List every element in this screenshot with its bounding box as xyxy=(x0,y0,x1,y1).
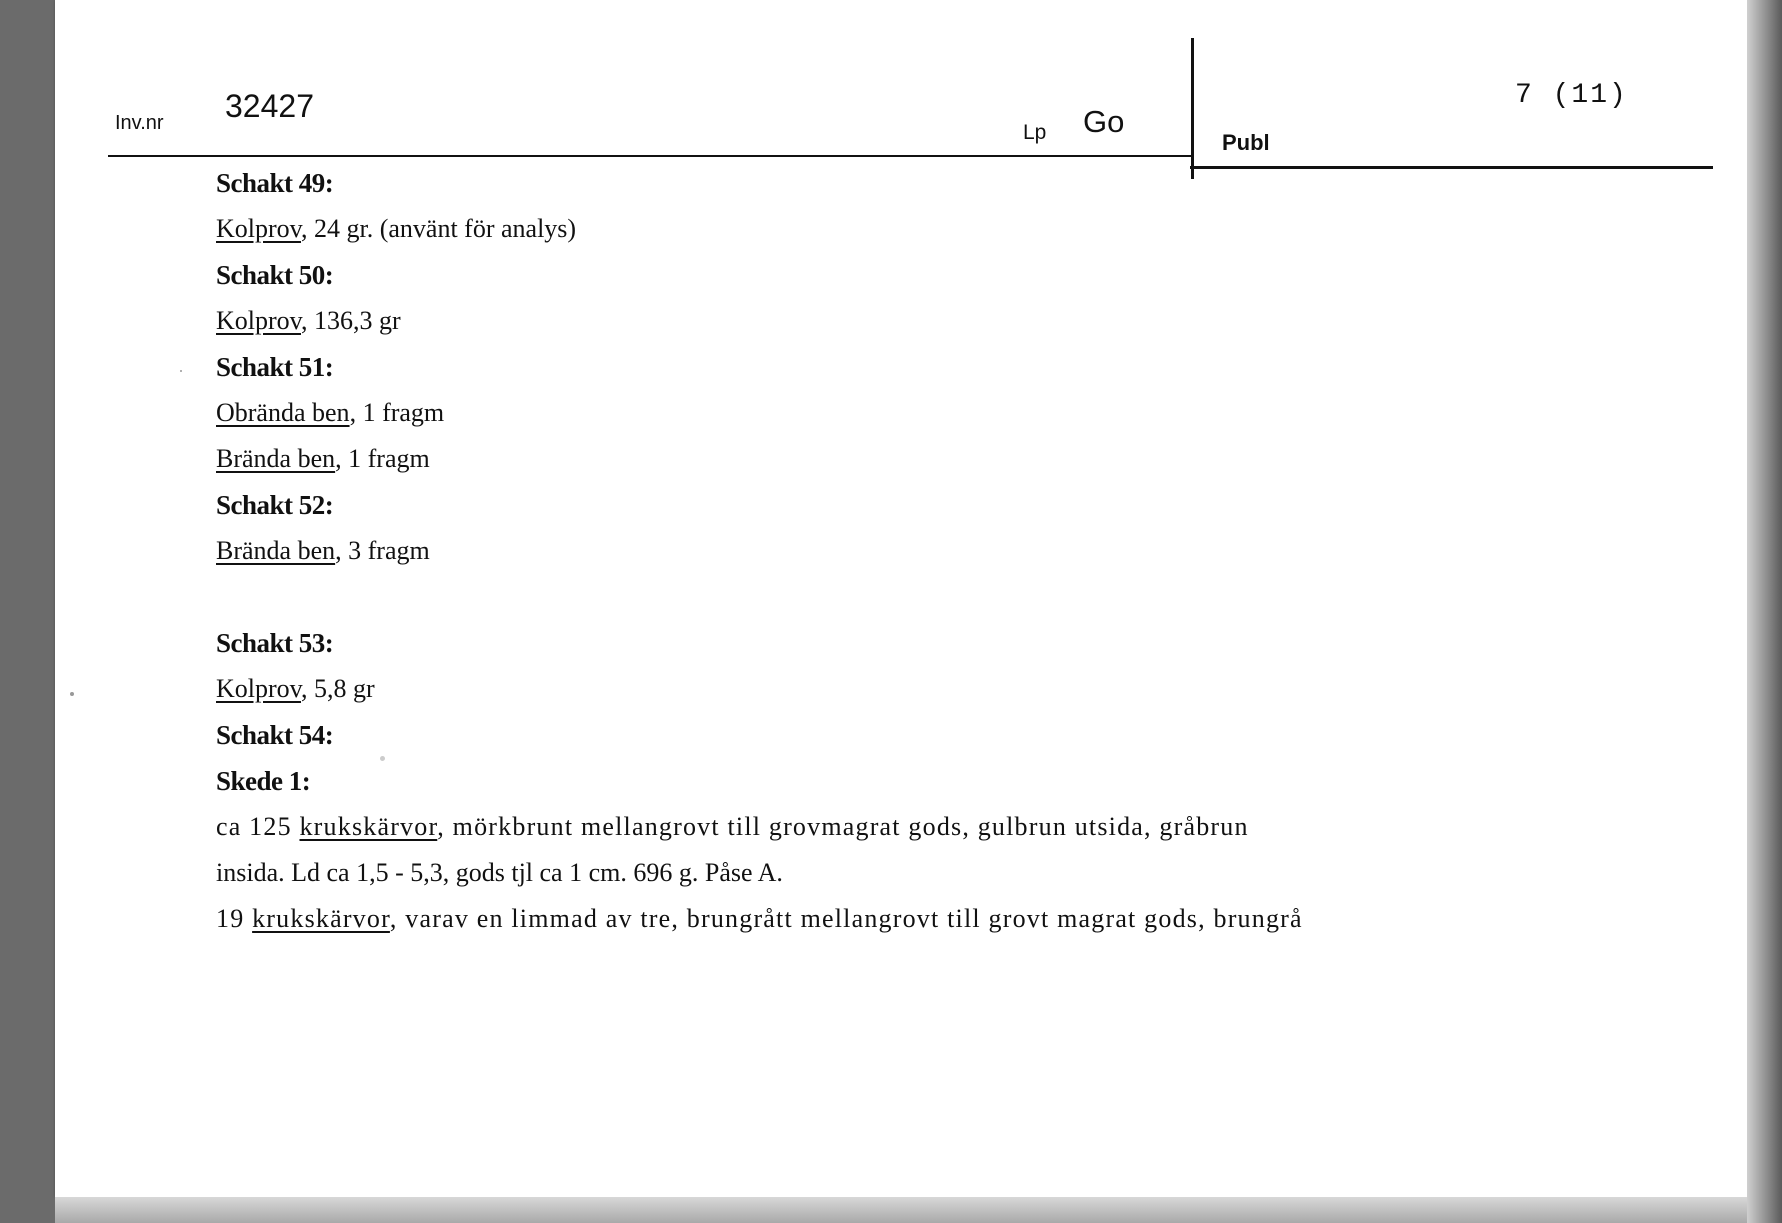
blank-line xyxy=(216,574,1576,620)
scan-speck xyxy=(380,756,385,761)
schakt-heading: Schakt 51: xyxy=(216,352,334,382)
find-item xyxy=(216,206,1576,252)
lp-label: Lp xyxy=(1023,121,1047,144)
scan-speck xyxy=(180,370,182,372)
find-item xyxy=(216,666,1576,712)
publ-label: Publ xyxy=(1222,130,1270,155)
item-description: , 1 fragm xyxy=(335,444,430,473)
schakt-heading: Schakt 50: xyxy=(216,260,334,290)
schakt-heading: Schakt 53: xyxy=(216,628,334,658)
entry-text: insida. Ld ca 1,5 - 5,3, gods tjl ca 1 cm. 696 g. Påse A. xyxy=(216,858,783,887)
item-prefix: ca 125 xyxy=(216,812,300,841)
item-term: Kolprov xyxy=(216,674,301,703)
item-description: , 3 fragm xyxy=(335,536,430,565)
item-description: , varav en limmad av tre, brungrått mellangrovt till grovt magrat gods, brungrå xyxy=(389,904,1303,933)
item-term: Kolprov xyxy=(216,214,301,243)
item-term: krukskärvor xyxy=(252,904,390,933)
schakt-heading: Skede 1: xyxy=(216,766,311,796)
scan-edge xyxy=(1747,0,1782,1223)
entry-list xyxy=(216,160,1576,942)
header-rule-left xyxy=(108,155,1193,157)
item-description: , mörkbrunt mellangrovt till grovmagrat gods, gulbrun utsida, gråbrun xyxy=(437,812,1249,841)
card-shadow xyxy=(55,1197,1782,1223)
item-prefix: 19 xyxy=(216,904,253,933)
inv-nr-label: Inv.nr xyxy=(115,112,164,134)
item-description: , 5,8 gr xyxy=(300,674,375,703)
scan-speck xyxy=(70,692,74,696)
schakt-heading: Schakt 52: xyxy=(216,490,334,520)
lp-value: Go xyxy=(1083,104,1125,139)
item-description: , 1 fragm xyxy=(349,398,445,427)
inv-nr-value: 32427 xyxy=(225,88,314,124)
find-item xyxy=(216,804,1576,850)
find-item xyxy=(216,298,1576,344)
item-term: Kolprov xyxy=(216,306,301,335)
schakt-heading: Schakt 54: xyxy=(216,720,334,750)
item-term: Brända ben xyxy=(216,536,336,565)
item-description: , 136,3 gr xyxy=(300,306,401,335)
find-item xyxy=(216,436,1576,482)
find-item xyxy=(216,390,1576,436)
item-term: Obrända ben xyxy=(216,398,350,427)
header-divider xyxy=(1191,38,1194,179)
item-term: Brända ben xyxy=(216,444,336,473)
find-item xyxy=(216,528,1576,574)
find-item xyxy=(216,896,1576,942)
item-term: krukskärvor xyxy=(299,812,438,841)
item-description: , 24 gr. (använt för analys) xyxy=(300,214,577,243)
schakt-heading: Schakt 49: xyxy=(216,168,334,198)
page-number: 7 (11) xyxy=(1515,80,1628,111)
